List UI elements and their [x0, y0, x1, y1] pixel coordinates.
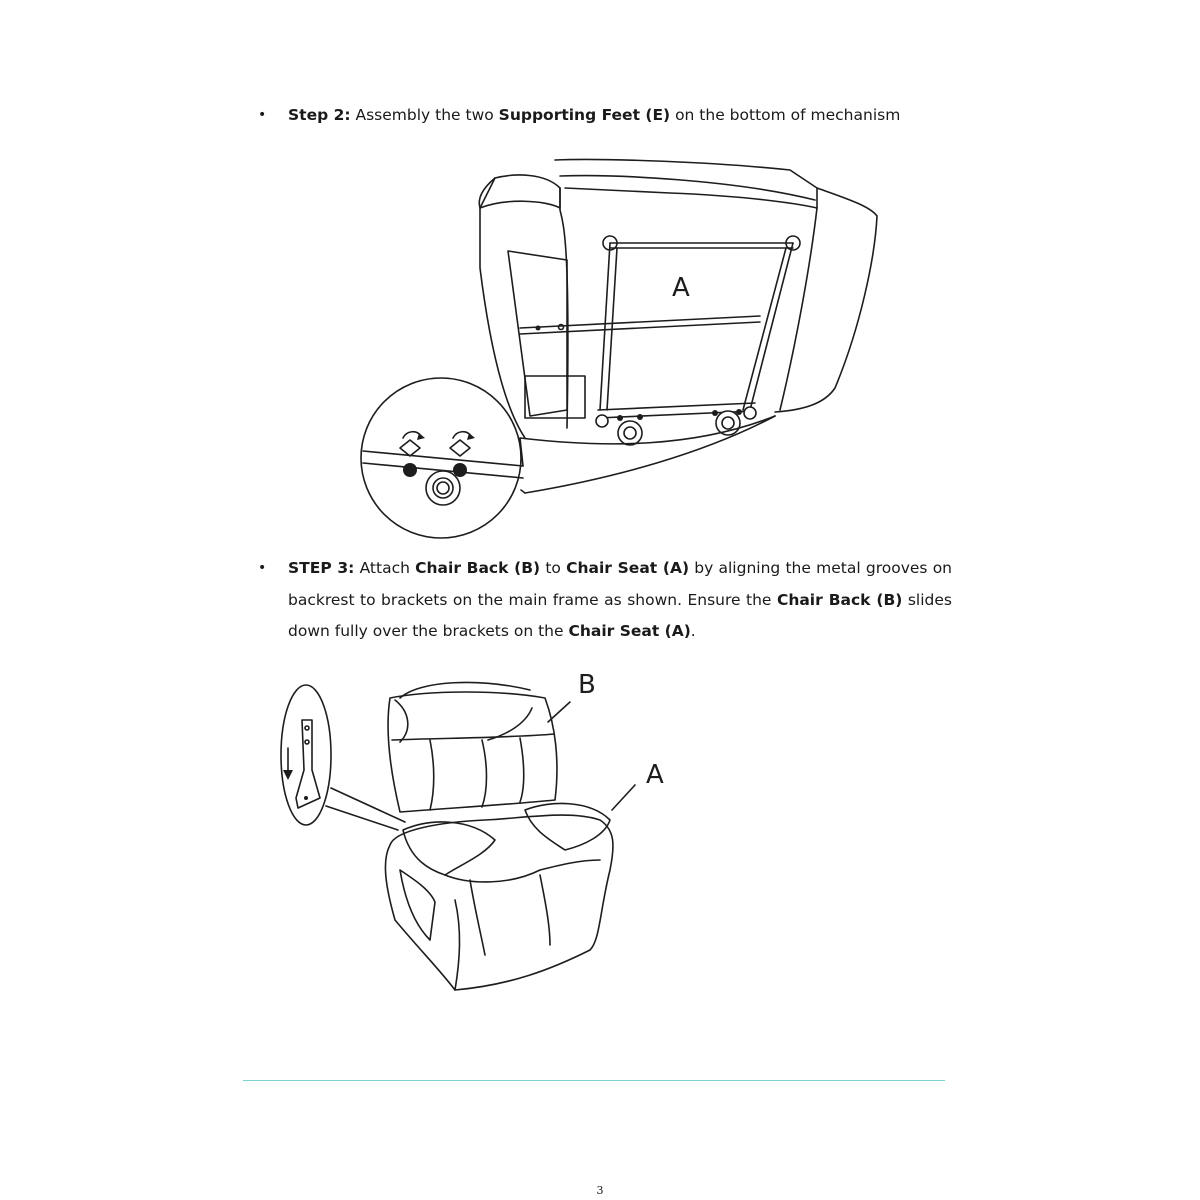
step-3-instruction	[258, 553, 953, 648]
leader-lines	[270, 670, 690, 1010]
step-3-text: slides down fully over the brackets on the	[288, 590, 952, 640]
step-3-label: STEP 3:	[288, 559, 355, 577]
chair-seat-label-a: A	[646, 760, 664, 790]
step-3-text: to	[540, 559, 567, 577]
step-2-instruction	[258, 100, 968, 132]
chair-seat-name: Chair Seat (A)	[568, 622, 691, 640]
step-2-illustration	[355, 148, 895, 548]
bullet: •	[258, 560, 267, 576]
step-3-text: by aligning the metal grooves on backrest to brackets on the main frame as shown. Ensure the	[288, 559, 953, 609]
step-3-text: .	[690, 622, 696, 640]
chair-back-name: Chair Back (B)	[776, 590, 903, 609]
chair-seat-label-a: A	[672, 273, 690, 303]
footer-divider	[243, 1080, 945, 1081]
supporting-foot-icon	[426, 471, 460, 505]
recliner-underside-drawing	[355, 148, 895, 548]
bullet: •	[258, 107, 267, 123]
step-2-text: Assembly the two	[350, 106, 499, 124]
step-3-illustration	[270, 670, 690, 1010]
page-number: 3	[596, 1184, 604, 1197]
step-3-text: Attach	[354, 559, 416, 577]
chair-back-label-b: B	[578, 670, 596, 700]
chair-seat-name: Chair Seat (A)	[566, 559, 690, 577]
step-2-label: Step 2:	[288, 106, 351, 124]
step-2-text: on the bottom of mechanism	[670, 106, 901, 124]
supporting-feet-name: Supporting Feet (E)	[498, 106, 671, 124]
chair-back-name: Chair Back (B)	[415, 559, 541, 577]
